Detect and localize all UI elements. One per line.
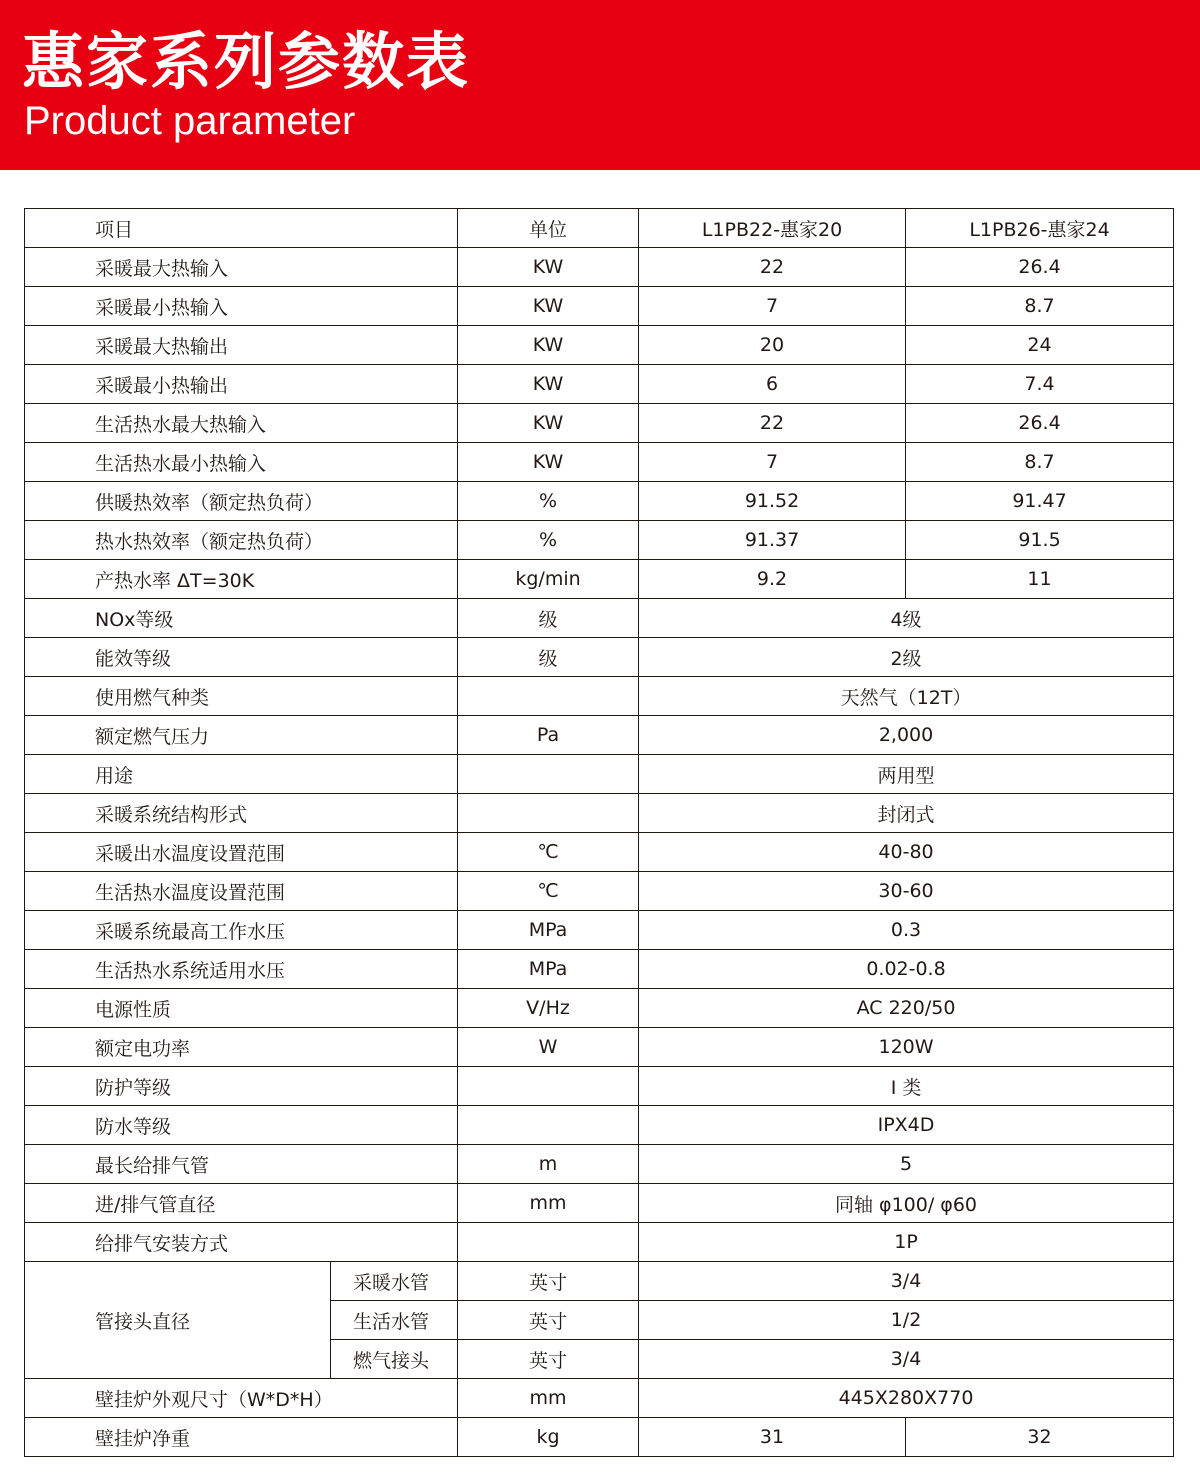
row-name: 进/排气管直径 xyxy=(25,1184,458,1223)
row-name: 用途 xyxy=(25,755,458,794)
row-value: I 类 xyxy=(639,1067,1174,1106)
row-name: 额定燃气压力 xyxy=(25,716,458,755)
table-row xyxy=(25,1223,1174,1262)
table-row xyxy=(25,872,1174,911)
row-value: 两用型 xyxy=(639,755,1174,794)
row-value: 40-80 xyxy=(639,833,1174,872)
row-unit: 英寸 xyxy=(458,1262,639,1301)
row-unit: KW xyxy=(458,326,639,365)
table-row xyxy=(25,1379,1174,1418)
row-name: 最长给排气管 xyxy=(25,1145,458,1184)
row-value: 1/2 xyxy=(639,1301,1174,1340)
row-name: 壁挂炉外观尺寸（W*D*H） xyxy=(25,1379,458,1418)
table-row xyxy=(25,599,1174,638)
row-value-model-2: 8.7 xyxy=(906,287,1174,326)
table-header-row xyxy=(25,209,1174,248)
row-value: 4级 xyxy=(639,599,1174,638)
row-unit: KW xyxy=(458,404,639,443)
row-unit: MPa xyxy=(458,911,639,950)
header-unit: 单位 xyxy=(458,209,639,248)
table-row xyxy=(25,560,1174,599)
row-value-model-1: 9.2 xyxy=(639,560,906,599)
row-unit xyxy=(458,794,639,833)
shared-rows xyxy=(25,599,1174,1262)
row-name: 电源性质 xyxy=(25,989,458,1028)
row-unit: mm xyxy=(458,1184,639,1223)
row-name: 采暖系统最高工作水压 xyxy=(25,911,458,950)
table-row xyxy=(25,677,1174,716)
row-value: 封闭式 xyxy=(639,794,1174,833)
row-name: 给排气安装方式 xyxy=(25,1223,458,1262)
row-value: 2级 xyxy=(639,638,1174,677)
tail-rows xyxy=(25,1379,1174,1457)
row-unit: ℃ xyxy=(458,872,639,911)
row-unit xyxy=(458,1106,639,1145)
row-name: 壁挂炉净重 xyxy=(25,1418,458,1457)
row-value: 1P xyxy=(639,1223,1174,1262)
row-value-model-1: 22 xyxy=(639,248,906,287)
header-item: 项目 xyxy=(25,209,458,248)
table-row xyxy=(25,755,1174,794)
row-value: 同轴 φ100/ φ60 xyxy=(639,1184,1174,1223)
row-unit: V/Hz xyxy=(458,989,639,1028)
row-unit: Pa xyxy=(458,716,639,755)
row-value-model-2: 91.5 xyxy=(906,521,1174,560)
table-row xyxy=(25,521,1174,560)
row-value: 0.02-0.8 xyxy=(639,950,1174,989)
row-name: 生活热水温度设置范围 xyxy=(25,872,458,911)
row-unit: 英寸 xyxy=(458,1301,639,1340)
table-row xyxy=(25,1106,1174,1145)
row-unit xyxy=(458,1223,639,1262)
row-unit: kg xyxy=(458,1418,639,1457)
row-name: 能效等级 xyxy=(25,638,458,677)
table-row xyxy=(25,638,1174,677)
row-name: 额定电功率 xyxy=(25,1028,458,1067)
row-value-model-2: 26.4 xyxy=(906,404,1174,443)
parameter-table xyxy=(24,208,1174,1457)
row-unit: KW xyxy=(458,443,639,482)
table-row xyxy=(25,287,1174,326)
row-name: 生活热水最大热输入 xyxy=(25,404,458,443)
two-model-rows xyxy=(25,248,1174,599)
row-name: 采暖最大热输出 xyxy=(25,326,458,365)
row-unit xyxy=(458,1067,639,1106)
row-name: 产热水率 ΔT=30K xyxy=(25,560,458,599)
row-value: 30-60 xyxy=(639,872,1174,911)
row-unit: m xyxy=(458,1145,639,1184)
row-name: 采暖系统结构形式 xyxy=(25,794,458,833)
row-value-model-2: 8.7 xyxy=(906,443,1174,482)
table-row xyxy=(25,911,1174,950)
row-value-model-1: 22 xyxy=(639,404,906,443)
header-banner xyxy=(0,0,1200,170)
row-value: 2,000 xyxy=(639,716,1174,755)
table-row xyxy=(25,1028,1174,1067)
row-value: 5 xyxy=(639,1145,1174,1184)
row-value: 3/4 xyxy=(639,1340,1174,1379)
row-name: 防护等级 xyxy=(25,1067,458,1106)
row-value-model-2: 11 xyxy=(906,560,1174,599)
row-value: IPX4D xyxy=(639,1106,1174,1145)
row-unit: KW xyxy=(458,287,639,326)
row-name: 采暖最小热输入 xyxy=(25,287,458,326)
row-value-model-2: 32 xyxy=(906,1418,1174,1457)
row-unit xyxy=(458,755,639,794)
row-value-model-1: 20 xyxy=(639,326,906,365)
table-row xyxy=(25,1145,1174,1184)
table-row xyxy=(25,1067,1174,1106)
row-value: 天然气（12T） xyxy=(639,677,1174,716)
row-unit xyxy=(458,677,639,716)
table-row xyxy=(25,443,1174,482)
row-name: 生活热水最小热输入 xyxy=(25,443,458,482)
table-row xyxy=(25,1262,1174,1301)
row-name: 管接头直径 xyxy=(25,1262,331,1379)
row-unit: MPa xyxy=(458,950,639,989)
table-row xyxy=(25,794,1174,833)
row-name: 采暖出水温度设置范围 xyxy=(25,833,458,872)
row-name: 采暖最大热输入 xyxy=(25,248,458,287)
row-unit: KW xyxy=(458,248,639,287)
row-value-model-2: 24 xyxy=(906,326,1174,365)
row-subname: 生活水管 xyxy=(331,1301,458,1340)
row-unit: ℃ xyxy=(458,833,639,872)
row-name: 热水热效率（额定热负荷） xyxy=(25,521,458,560)
header-model-2: L1PB26-惠家24 xyxy=(906,209,1174,248)
row-unit: 级 xyxy=(458,638,639,677)
row-value: 120W xyxy=(639,1028,1174,1067)
row-value: 0.3 xyxy=(639,911,1174,950)
table-row xyxy=(25,1418,1174,1457)
header-model-1: L1PB22-惠家20 xyxy=(639,209,906,248)
table-row xyxy=(25,989,1174,1028)
table-row xyxy=(25,365,1174,404)
table-row xyxy=(25,248,1174,287)
row-value: 445X280X770 xyxy=(639,1379,1174,1418)
row-name: 防水等级 xyxy=(25,1106,458,1145)
row-value-model-1: 7 xyxy=(639,443,906,482)
row-name: 采暖最小热输出 xyxy=(25,365,458,404)
row-unit: 级 xyxy=(458,599,639,638)
page-subtitle: Product parameter xyxy=(24,99,356,143)
row-value-model-1: 91.52 xyxy=(639,482,906,521)
table-row xyxy=(25,326,1174,365)
row-value-model-1: 6 xyxy=(639,365,906,404)
row-value-model-2: 26.4 xyxy=(906,248,1174,287)
row-value: AC 220/50 xyxy=(639,989,1174,1028)
table-row xyxy=(25,1184,1174,1223)
row-value: 3/4 xyxy=(639,1262,1174,1301)
table-row xyxy=(25,950,1174,989)
row-unit: KW xyxy=(458,365,639,404)
table-row xyxy=(25,404,1174,443)
table-row xyxy=(25,833,1174,872)
row-unit: % xyxy=(458,521,639,560)
row-value-model-2: 91.47 xyxy=(906,482,1174,521)
row-value-model-1: 31 xyxy=(639,1418,906,1457)
pipe-rows xyxy=(25,1262,1174,1379)
row-unit: 英寸 xyxy=(458,1340,639,1379)
row-unit: mm xyxy=(458,1379,639,1418)
page-title: 惠家系列参数表 xyxy=(22,25,471,98)
row-name: 生活热水系统适用水压 xyxy=(25,950,458,989)
table-row xyxy=(25,482,1174,521)
row-subname: 燃气接头 xyxy=(331,1340,458,1379)
row-unit: W xyxy=(458,1028,639,1067)
row-subname: 采暖水管 xyxy=(331,1262,458,1301)
row-unit: % xyxy=(458,482,639,521)
row-unit: kg/min xyxy=(458,560,639,599)
row-name: 供暖热效率（额定热负荷） xyxy=(25,482,458,521)
table-row xyxy=(25,716,1174,755)
row-value-model-1: 91.37 xyxy=(639,521,906,560)
row-value-model-2: 7.4 xyxy=(906,365,1174,404)
row-value-model-1: 7 xyxy=(639,287,906,326)
row-name: NOx等级 xyxy=(25,599,458,638)
row-name: 使用燃气种类 xyxy=(25,677,458,716)
